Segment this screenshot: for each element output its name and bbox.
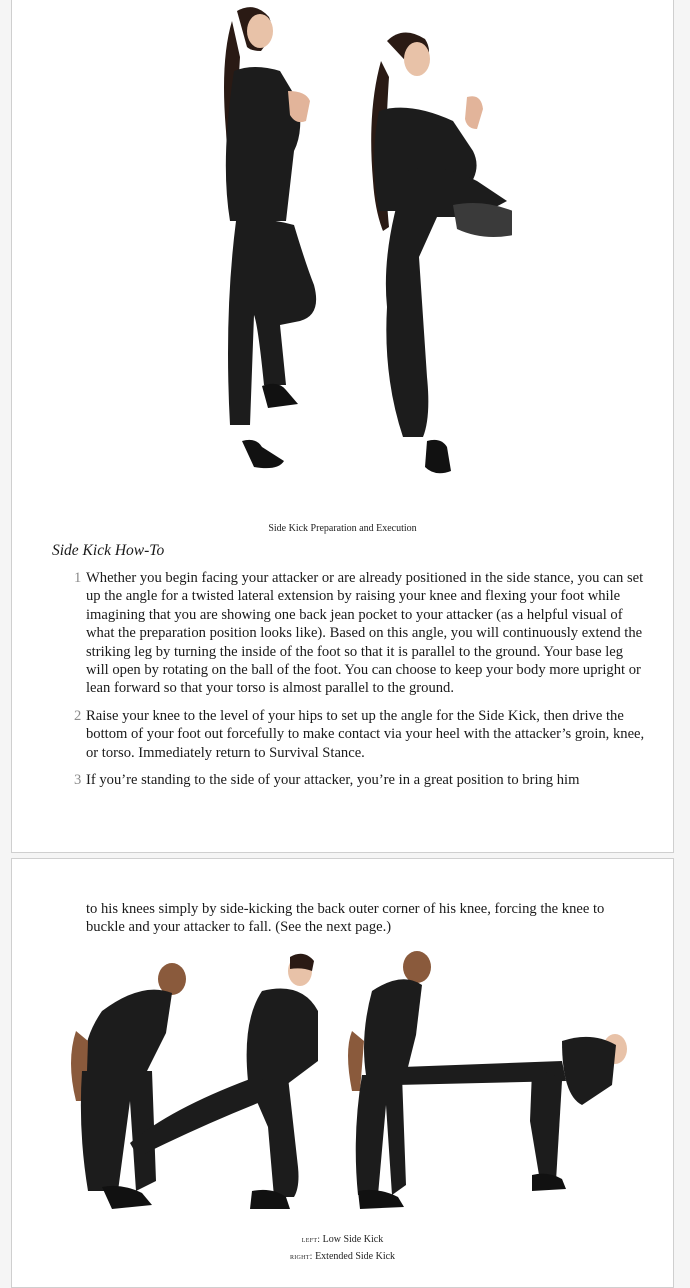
steps-list <box>68 569 648 798</box>
step-text: Raise your knee to the level of your hips to set up the angle for the Side Kick, then drive the bottom of your foot out forcefully to make contact via your heel with the attacker’s groin, knee, or torso. Immediately return to Survival Stance. <box>86 707 645 761</box>
photo-low-and-extended-side-kick <box>62 951 632 1231</box>
document-page-2 <box>11 858 674 1288</box>
step-item <box>68 771 648 789</box>
figure-caption-left <box>12 1234 673 1245</box>
continued-paragraph: to his knees simply by side-kicking the back outer corner of his knee, forcing the knee to buckle and your attacker to fall. (See the next page.) <box>86 901 605 936</box>
document-page-1 <box>11 0 674 853</box>
caption-label-right: right: <box>289 1251 313 1261</box>
step-number: 2 <box>74 707 82 724</box>
figure-caption: Side Kick Preparation and Execution <box>268 523 417 534</box>
step-text: If you’re standing to the side of your attacker, you’re in a great position to bring him <box>86 772 580 789</box>
step-number: 1 <box>74 570 82 586</box>
step-text: Whether you begin facing your attacker or are already positioned in the side stance, you can set up the angle for a twisted lateral extension by raising your knee and flexing your foot while imagining that you are showing one back jean pocket to your attacker (as a helpful visual of what the preparation position looks like). Based on this angle, you will continuously extend the striking leg by turning the inside of the foot so that it is parallel to the ground. Your base leg will open by rotating on the ball of the foot. You can choose to keep your body more upright or lean forward so that your torso is almost parallel to the ground. <box>86 570 644 697</box>
step-number: 3 <box>74 772 82 789</box>
caption-text-right: Extended Side Kick <box>315 1251 396 1262</box>
figure-caption-right <box>12 1251 673 1262</box>
caption-label-left: left: <box>301 1234 321 1244</box>
caption-text-left: Low Side Kick <box>322 1234 384 1245</box>
step-item <box>68 569 648 698</box>
step-item <box>68 707 648 762</box>
photo-side-kick-preparation-execution <box>192 1 512 486</box>
section-heading: Side Kick How-To <box>52 542 165 559</box>
